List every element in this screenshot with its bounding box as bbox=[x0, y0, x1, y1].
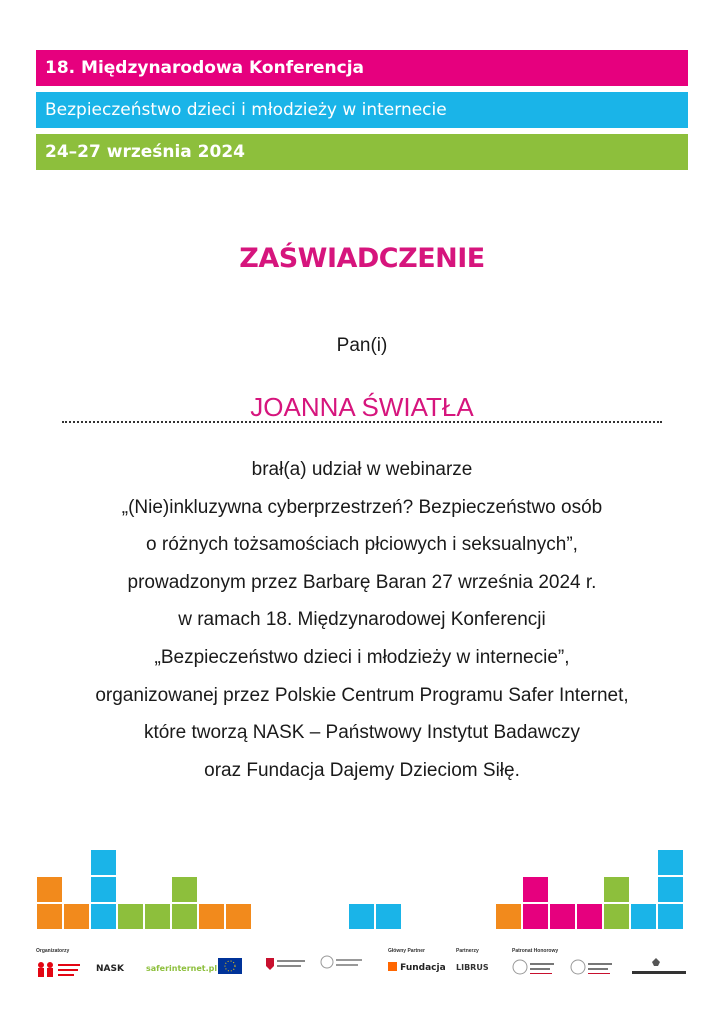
block bbox=[657, 903, 684, 930]
certificate-body bbox=[0, 451, 724, 789]
conference-edition-banner: 18. Międzynarodowa Konferencja bbox=[36, 50, 688, 86]
main-partner-label: Główny Partner bbox=[388, 948, 425, 954]
ombudsman-emblem-icon bbox=[630, 956, 688, 982]
footer-logos bbox=[36, 944, 696, 984]
eu-flag-icon bbox=[218, 958, 242, 978]
conference-theme-banner: Bezpieczeństwo dzieci i młodzieży w internecie bbox=[36, 92, 688, 128]
ministry-justice-emblem-icon bbox=[320, 954, 364, 976]
body-line: które tworzą NASK – Państwowy Instytut Badawczy bbox=[143, 722, 581, 744]
ministry-digital-emblem-icon bbox=[512, 958, 556, 982]
block bbox=[522, 876, 549, 903]
conference-dates-banner: 24–27 września 2024 bbox=[36, 134, 688, 170]
body-line: w ramach 18. Międzynarodowej Konferencji bbox=[178, 609, 546, 631]
body-line: o różnych tożsamościach płciowych i seksualnych”, bbox=[146, 534, 578, 556]
body-line: prowadzonym przez Barbarę Baran 27 września 2024 r. bbox=[127, 571, 597, 593]
block bbox=[657, 849, 684, 876]
saferinternet-logo: saferinternet.pl bbox=[146, 964, 218, 973]
block bbox=[603, 876, 630, 903]
body-line: brał(a) udział w webinarze bbox=[251, 459, 473, 480]
block bbox=[603, 903, 630, 930]
block bbox=[549, 903, 576, 930]
body-line: oraz Fundacja Dajemy Dzieciom Siłę. bbox=[204, 759, 520, 781]
body-line: „(Nie)inkluzywna cyberprzestrzeń? Bezpieczeństwo osób bbox=[121, 496, 603, 518]
partners-label: Partnerzy bbox=[456, 948, 479, 954]
nask-logo: NASK bbox=[96, 964, 124, 974]
block bbox=[36, 876, 63, 903]
salutation: Pan(i) bbox=[336, 335, 388, 356]
block bbox=[576, 903, 603, 930]
body-line: organizowanej przez Polskie Centrum Programu Safer Internet, bbox=[95, 684, 629, 706]
fundacja-logo bbox=[388, 962, 446, 973]
block bbox=[522, 903, 549, 930]
block bbox=[144, 903, 171, 930]
block bbox=[90, 903, 117, 930]
body-line: „Bezpieczeństwo dzieci i młodzieży w internecie”, bbox=[154, 646, 570, 668]
fundusz-sprawiedliwosci-logo-icon bbox=[264, 956, 308, 978]
block bbox=[198, 903, 225, 930]
block bbox=[117, 903, 144, 930]
block bbox=[171, 903, 198, 930]
block bbox=[630, 903, 657, 930]
block bbox=[225, 903, 252, 930]
participant-name: JOANNA ŚWIATŁA bbox=[250, 392, 474, 422]
ministry-education-emblem-icon bbox=[570, 958, 614, 982]
certificate-title: ZAŚWIADCZENIE bbox=[239, 243, 485, 274]
block bbox=[171, 876, 198, 903]
block bbox=[495, 903, 522, 930]
block bbox=[657, 876, 684, 903]
librus-logo: LIBRUS bbox=[456, 963, 489, 972]
block bbox=[90, 849, 117, 876]
name-underline bbox=[62, 421, 662, 423]
block bbox=[348, 903, 375, 930]
orange-square-icon bbox=[388, 962, 397, 971]
block bbox=[36, 903, 63, 930]
block bbox=[63, 903, 90, 930]
fdds-logo-icon bbox=[36, 960, 84, 984]
patronage-label: Patronat Honorowy bbox=[512, 948, 559, 954]
fundacja-logo-text: Fundacja bbox=[400, 963, 446, 973]
block bbox=[375, 903, 402, 930]
organizers-label: Organizatorzy bbox=[36, 948, 70, 954]
block bbox=[90, 876, 117, 903]
